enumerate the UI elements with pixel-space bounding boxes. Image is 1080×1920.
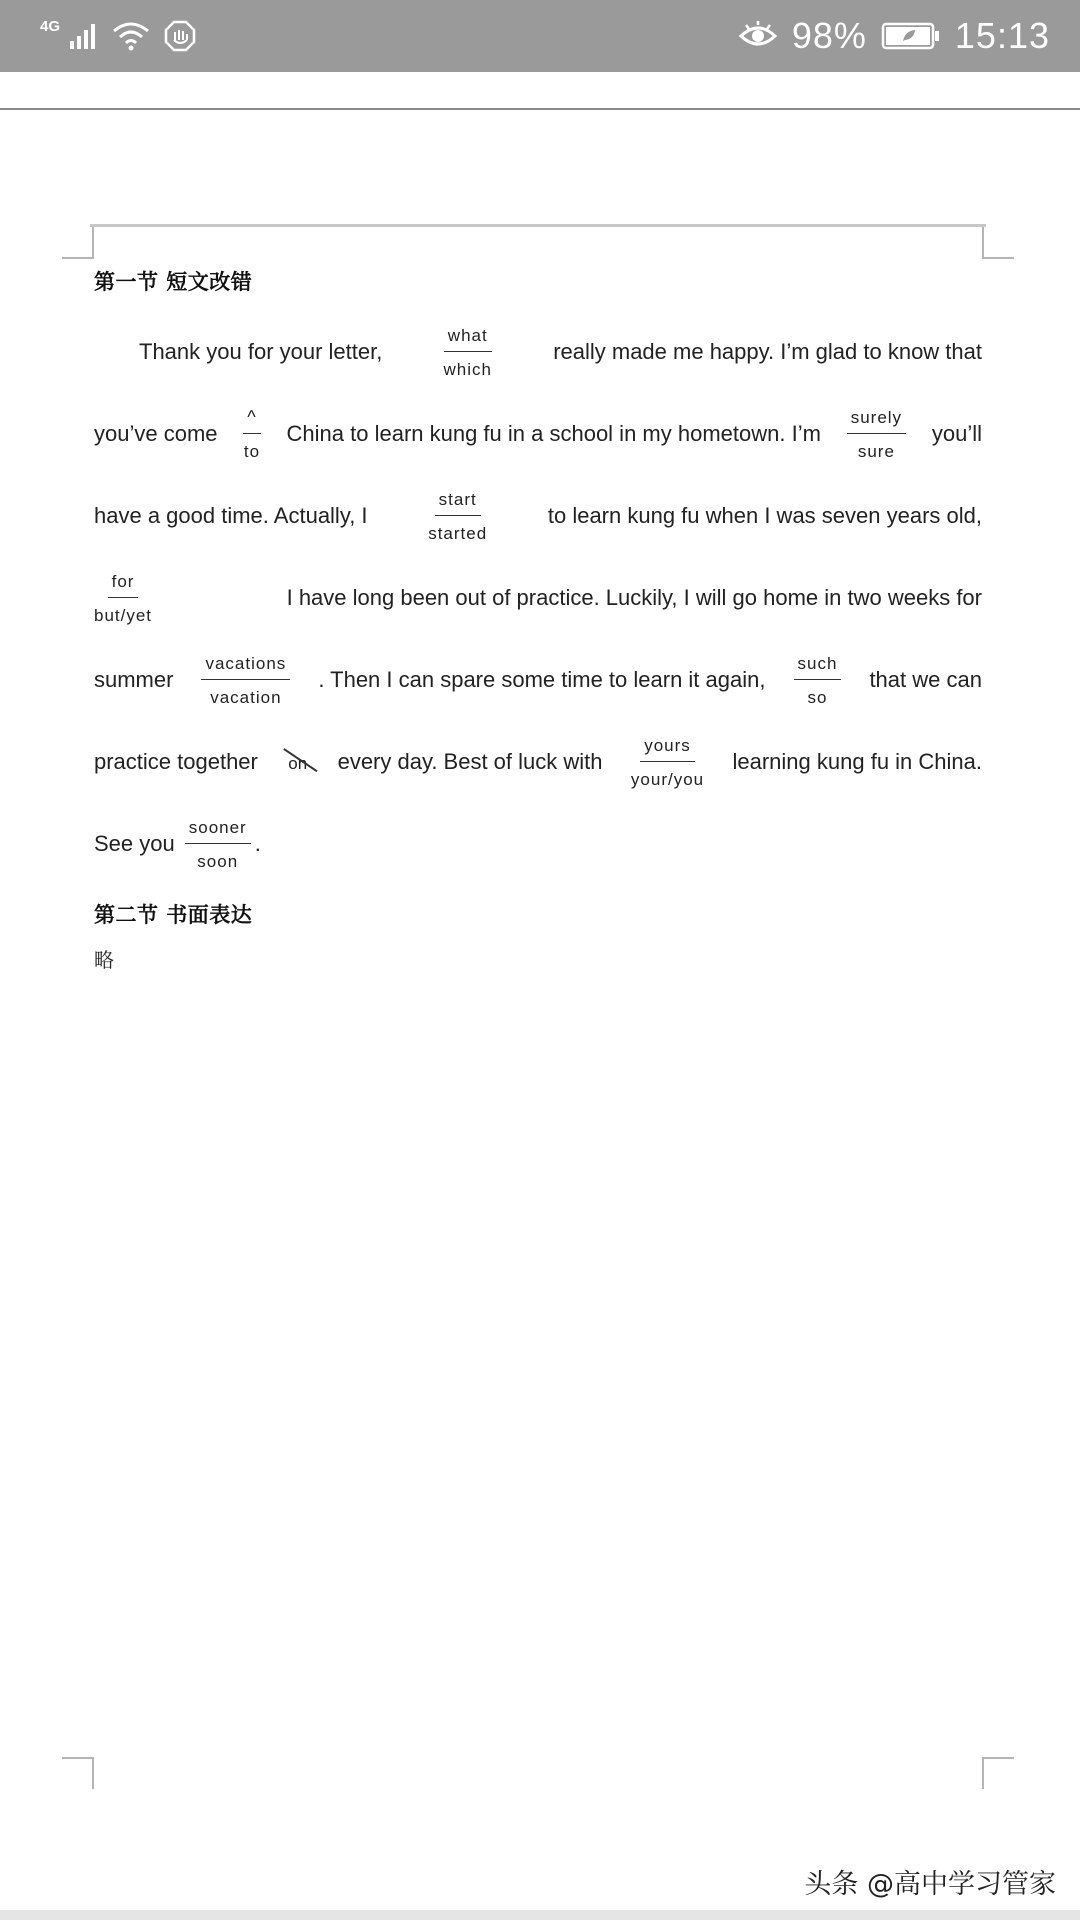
text-run: practice together xyxy=(94,748,258,774)
correction-right: but/yet xyxy=(94,605,153,625)
correction-wrong: surely xyxy=(847,409,906,434)
correction-right: which xyxy=(443,359,492,379)
text-run: have a good time. Actually, I xyxy=(94,502,368,528)
text-run: China to learn kung fu in a school in my hometown. I’m xyxy=(286,420,821,446)
correction-wrong: start xyxy=(435,491,481,516)
corner-mark-top-left xyxy=(62,227,94,259)
correction-mark xyxy=(631,737,704,788)
correction-wrong: yours xyxy=(640,737,695,762)
correction-mark xyxy=(243,408,260,460)
text-run: I have long been out of practice. Luckily, I will go home in two weeks for xyxy=(286,584,982,610)
text-run: to learn kung fu when I was seven years old, xyxy=(547,502,982,528)
correction-wrong: what xyxy=(444,327,492,352)
text-run: you’ll xyxy=(931,420,982,446)
viewer-toolbar xyxy=(0,72,1080,110)
watermark: 头条 @高中学习管家 xyxy=(804,1869,1056,1900)
correction-wrong: such xyxy=(794,655,842,680)
text-run: learning kung fu in China. xyxy=(732,748,982,774)
status-bar xyxy=(0,0,1080,72)
document-page[interactable] xyxy=(0,110,1080,1910)
omitted-note: 略 xyxy=(94,948,114,973)
status-right xyxy=(738,15,1050,57)
text-run: summer xyxy=(94,666,174,692)
status-left xyxy=(40,17,196,52)
paragraph-line xyxy=(94,721,982,803)
deleted-word: on xyxy=(288,753,308,773)
paragraph-line xyxy=(94,475,982,557)
correction-mark xyxy=(94,573,152,624)
clock: 15:13 xyxy=(954,15,1050,56)
paragraph-line xyxy=(94,803,982,885)
text-run: you’ve come xyxy=(94,420,218,446)
correction-right: vacation xyxy=(210,687,282,707)
correction-mark xyxy=(444,327,492,378)
section-heading-1: 第一节 短文改错 xyxy=(94,270,253,294)
correction-mark xyxy=(428,491,487,542)
correction-mark xyxy=(847,409,906,460)
battery-icon xyxy=(881,21,941,51)
correction-wrong: vacations xyxy=(201,655,290,680)
text-run: . xyxy=(254,830,261,856)
correction-right: your/you xyxy=(630,769,705,789)
corner-mark-bottom-right xyxy=(982,1757,1014,1789)
bottom-edge xyxy=(0,1910,1080,1920)
battery-percent: 98% xyxy=(791,15,867,56)
correction-right: started xyxy=(428,523,488,543)
eye-comfort-icon xyxy=(738,21,778,51)
text-run: that we can xyxy=(869,666,982,692)
paragraph-line xyxy=(94,557,982,639)
signal-icon xyxy=(68,21,98,51)
paragraph-line xyxy=(94,393,982,475)
page-top-border xyxy=(90,224,986,227)
section-heading-2: 第二节 书面表达 xyxy=(94,903,253,928)
correction-wrong: sooner xyxy=(185,819,251,844)
paragraph-line xyxy=(94,639,982,721)
document-body xyxy=(94,270,982,972)
wifi-icon xyxy=(112,21,150,51)
text-run: See you xyxy=(94,830,175,856)
correction-right: so xyxy=(807,687,828,707)
correction-wrong: for xyxy=(108,573,139,598)
text-run: Thank you for your letter, xyxy=(139,338,383,364)
text-run: . Then I can spare some time to learn it again, xyxy=(318,666,766,692)
corner-mark-bottom-left xyxy=(62,1757,94,1789)
correction-right: sure xyxy=(857,441,895,461)
correction-right: to xyxy=(243,442,261,462)
insert-caret: ^ xyxy=(243,408,260,434)
correction-mark xyxy=(185,819,251,870)
correction-mark xyxy=(201,655,290,706)
hand-icon xyxy=(164,20,196,52)
correction-right: soon xyxy=(197,851,239,871)
paragraph-line xyxy=(94,311,982,393)
correction-mark xyxy=(794,655,842,706)
network-type: 4G xyxy=(40,17,61,35)
text-run: every day. Best of luck with xyxy=(337,748,603,774)
text-run: really made me happy. I’m glad to know that xyxy=(553,338,982,364)
corner-mark-top-right xyxy=(982,227,1014,259)
